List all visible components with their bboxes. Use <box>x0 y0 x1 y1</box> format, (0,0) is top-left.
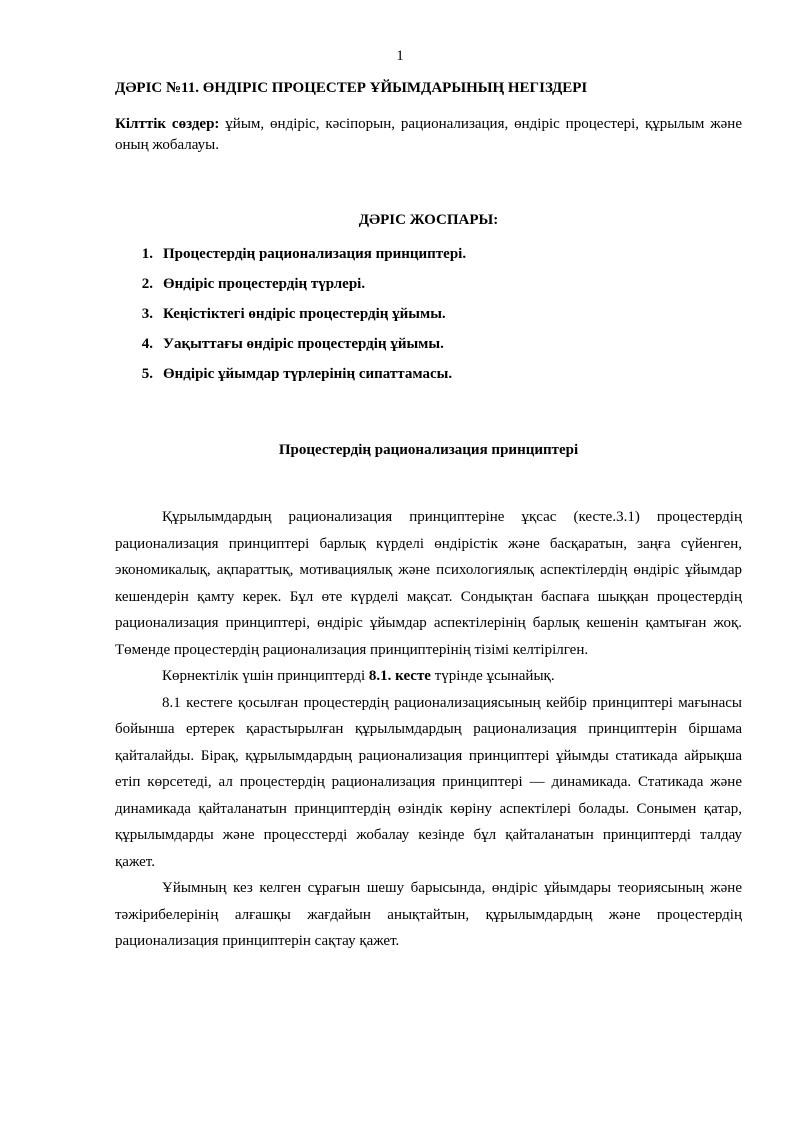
plan-item-text: Өндіріс ұйымдар түрлерінің сипаттамасы. <box>163 366 453 382</box>
page-number: 1 <box>396 48 404 64</box>
document-body <box>115 78 742 955</box>
plan-item-number: 1. <box>141 246 153 262</box>
body-paragraph-2 <box>115 663 742 690</box>
body-paragraph-1: Құрылымдардың рационализация принциптеріне ұқсас (кесте.3.1) процестердің рационализация принциптері барлық күрделі өндірістік және басқаратын, заңға сүйенген, экономикалық, ақпараттық, мотивациялық және психологиялық аспектілердің өндіріс ұйымдар кешендерін қамту керек. Бұл өте күрделі мақсат. Сондықтан баспаға шыққан процестердің рационализация принциптері, өндіріс ұйымдар аспектілерінің барлық кешенін қамтыған жоқ. Төменде процестердің рационализация принциптерінің тізімі келтірілген. <box>115 509 742 658</box>
table-reference: 8.1. кесте <box>368 668 431 684</box>
body-paragraph-4: Ұйымның кез келген сұрағын шешу барысында, өндіріс ұйымдары теориясының және тәжірибелерінің алғашқы жағдайын анықтайтын, құрылымдардың және процестердің рационализация принциптерін сақтау қажет. <box>115 880 742 949</box>
lecture-title: ДӘРІС №11. ӨНДІРІС ПРОЦЕСТЕР ҰЙЫМДАРЫНЫҢ НЕГІЗДЕРІ <box>115 80 588 96</box>
plan-item-text: Процестердің рационализация принциптері. <box>163 246 467 262</box>
plan-item <box>115 274 742 294</box>
plan-item <box>115 304 742 324</box>
plan-item-text: Өндіріс процестердің түрлері. <box>163 276 366 292</box>
plan-item-text: Кеңістіктегі өндіріс процестердің ұйымы. <box>163 306 446 322</box>
plan-item-number: 2. <box>141 276 153 292</box>
keywords-text: ұйым, өндіріс, кәсіпорын, рационализация, өндіріс процестері, құрылым және оның жобалауы. <box>115 116 742 153</box>
section-heading: Процестердің рационализация принциптері <box>278 442 579 458</box>
paragraph-2-after: түрінде ұсынайық. <box>430 668 555 684</box>
plan-item-number: 3. <box>141 306 153 322</box>
plan-item-number: 5. <box>141 366 153 382</box>
plan-item <box>115 334 742 354</box>
plan-heading: ДӘРІС ЖОСПАРЫ: <box>358 212 499 228</box>
plan-item-text: Уақыттағы өндіріс процестердің ұйымы. <box>163 336 444 352</box>
plan-item <box>115 364 742 384</box>
keywords-paragraph <box>115 114 742 156</box>
plan-item <box>115 244 742 264</box>
paragraph-2-before: Көрнектілік үшін принциптерді <box>162 668 369 684</box>
plan-item-number: 4. <box>141 336 153 352</box>
body-paragraph-3: 8.1 кестеге қосылған процестердің рационализациясының кейбір принциптері мағынасы бойынша ертерек қарастырылған құрылымдардың рационализация принциптерін біршама қайталайды. Бірақ, құрылымдардың рационализация принциптері ұйымды статикада айрықша етіп көрсетеді, ал процестердің рационализация принциптері — динамикада. Статикада және динамикада қайталанатын принциптердің өзіндік көріну аспектілері болады. Сонымен қатар, құрылымдарды және процесстерді жобалау кезінде бұл қайталанатын принциптерді талдау қажет. <box>115 694 742 870</box>
plan-list <box>115 244 742 384</box>
keywords-label: Кілттік сөздер: <box>115 116 220 132</box>
